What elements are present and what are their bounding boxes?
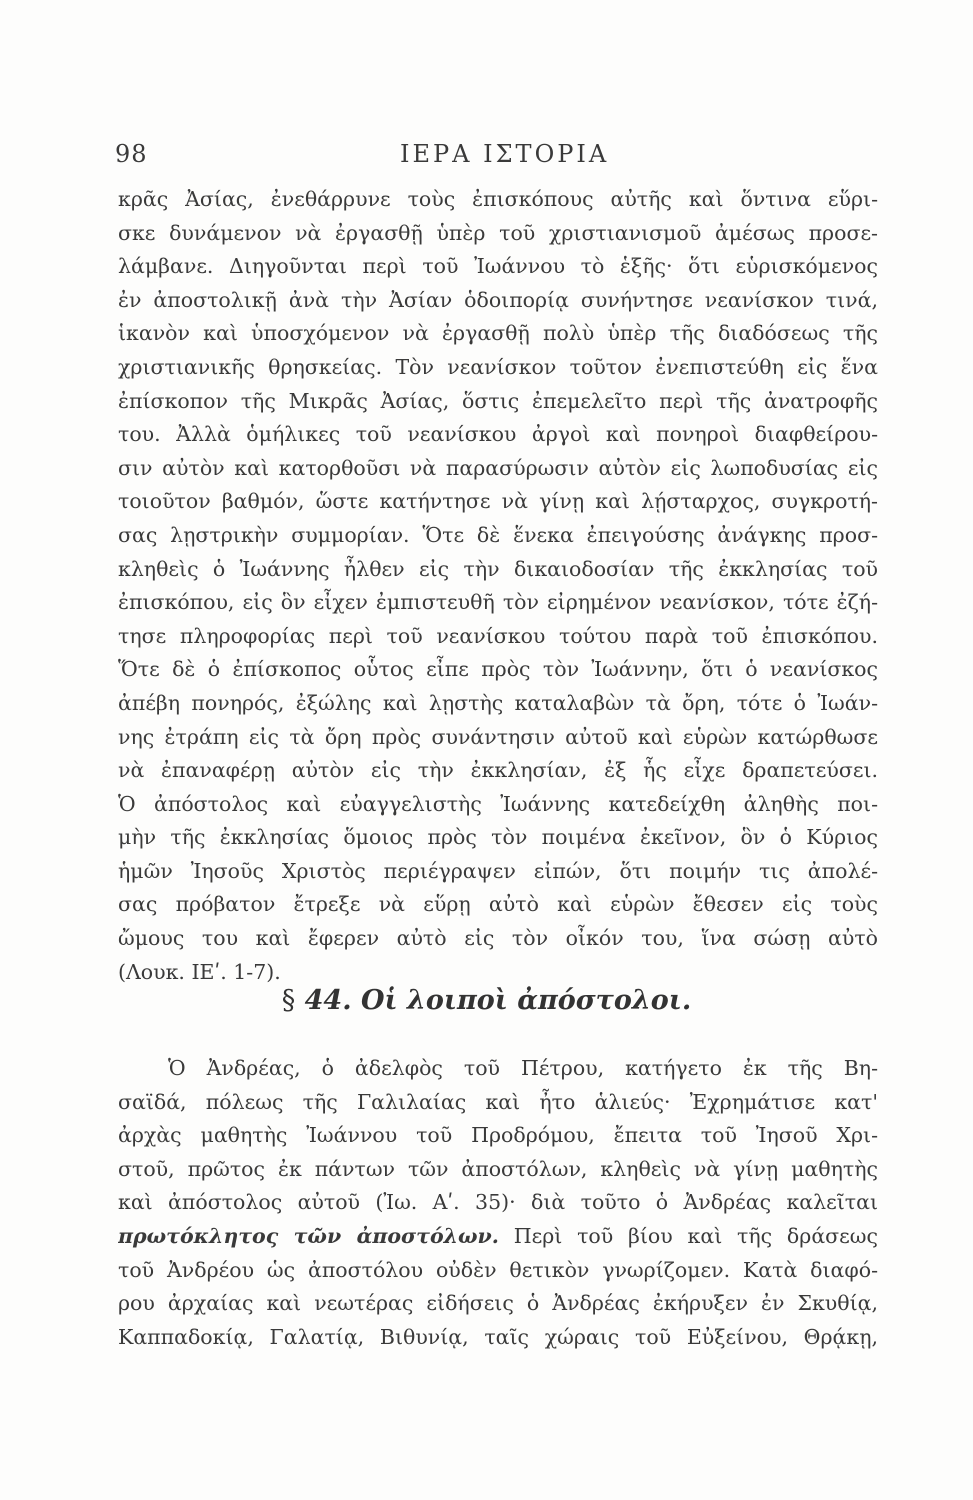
- paragraph-2: [118, 1052, 878, 1354]
- text-line: λάμβανε. Διηγοῦνται περὶ τοῦ Ἰωάννου τὸ ἑξῆς· ὅτι εὑρισκόμενος: [118, 254, 878, 279]
- text-line: νης ἐτράπη εἰς τὰ ὄρη πρὸς συνάντησιν αὐτοῦ καὶ εὑρὼν κατώρθωσε: [118, 724, 878, 749]
- text-line: σας πρόβατον ἔτρεξε νὰ εὕρῃ αὐτὸ καὶ εὑρὼν ἔθεσεν εἰς τοὺς: [118, 892, 878, 917]
- text-line: σας λῃστρικὴν συμμορίαν. Ὅτε δὲ ἕνεκα ἐπειγούσης ἀνάγκης προσ-: [118, 522, 878, 547]
- section-symbol: §: [281, 985, 296, 1016]
- emphasized-term: πρωτόκλητος τῶν ἀποστόλων.: [118, 1223, 499, 1248]
- text-line: τησε πληροφορίας περὶ τοῦ νεανίσκου τούτου παρὰ τοῦ ἐπισκόπου.: [118, 623, 878, 648]
- text-line: νὰ ἐπαναφέρῃ αὐτὸν εἰς τὴν ἐκκλησίαν, ἐξ ἧς εἶχε δραπετεύσει.: [118, 758, 878, 783]
- text-line: ἱκανὸν καὶ ὑποσχόμενον νὰ ἐργασθῇ πολὺ ὑπὲρ τῆς διαδόσεως τῆς: [118, 321, 878, 346]
- text-line: ἀπέβη πονηρός, ἐξώλης καὶ λῃστὴς καταλαβὼν τὰ ὄρη, τότε ὁ Ἰωάν-: [118, 690, 878, 715]
- text-line: [118, 1220, 878, 1254]
- text-line: ἀρχὰς μαθητὴς Ἰωάννου τοῦ Προδρόμου, ἔπειτα τοῦ Ἰησοῦ Χρι-: [118, 1123, 878, 1148]
- text-line: τοῦ Ἀνδρέου ὡς ἀποστόλου οὐδὲν θετικὸν γνωρίζομεν. Κατὰ διαφό-: [118, 1257, 878, 1282]
- text-line: σιν αὐτὸν καὶ κατορθοῦσι νὰ παρασύρωσιν αὐτὸν εἰς λωποδυσίας εἰς: [118, 455, 878, 480]
- section-heading: [0, 985, 973, 1016]
- section-title: 44. Οἱ λοιποὶ ἀπόστολοι.: [304, 985, 692, 1016]
- text-line: καὶ ἀπόστολος αὐτοῦ (Ἰω. Αʹ. 35)· διὰ τοῦτο ὁ Ἀνδρέας καλεῖται: [118, 1190, 878, 1215]
- text-line: σαϊδά, πόλεως τῆς Γαλιλαίας καὶ ἦτο ἁλιεύς· Ἐχρημάτισε κατ': [118, 1089, 878, 1114]
- text-line: τοιοῦτον βαθμόν, ὥστε κατήντησε νὰ γίνῃ καὶ λῄσταρχος, συγκροτή-: [118, 489, 878, 514]
- running-head: ΙΕΡΑ ΙΣΤΟΡΙΑ: [400, 140, 610, 168]
- text-line: κρᾶς Ἀσίας, ἐνεθάρρυνε τοὺς ἐπισκόπους αὐτῆς καὶ ὅντινα εὕρι-: [118, 187, 878, 211]
- text-line: Ὁ ἀπόστολος καὶ εὐαγγελιστὴς Ἰωάννης κατεδείχθη ἀληθὴς ποι-: [118, 791, 878, 816]
- text-line: ἐπισκόπου, εἰς ὃν εἶχεν ἐμπιστευθῆ τὸν εἰρημένον νεανίσκον, τότε ἐζή-: [118, 590, 878, 615]
- text-line: (Λουκ. ΙΕʹ. 1-7).: [118, 959, 281, 984]
- text-line: ὤμους του καὶ ἔφερεν αὐτὸ εἰς τὸν οἶκόν του, ἵνα σώσῃ αὐτὸ: [118, 926, 878, 951]
- text-line: ἐπίσκοπον τῆς Μικρᾶς Ἀσίας, ὅστις ἐπεμελεῖτο περὶ τῆς ἀνατροφῆς: [118, 388, 878, 413]
- text-line: ρου ἀρχαίας καὶ νεωτέρας εἰδήσεις ὁ Ἀνδρέας ἐκήρυξεν ἐν Σκυθίᾳ,: [118, 1291, 878, 1316]
- text-line: Ὁ Ἀνδρέας, ὁ ἀδελφὸς τοῦ Πέτρου, κατήγετο ἐκ τῆς Βη-: [168, 1056, 878, 1080]
- text-line: μὴν τῆς ἐκκλησίας ὅμοιος πρὸς τὸν ποιμένα ἐκεῖνον, ὃν ὁ Κύριος: [118, 825, 878, 850]
- text-line: στοῦ, πρῶτος ἐκ πάντων τῶν ἀποστόλων, κληθεὶς νὰ γίνῃ μαθητὴς: [118, 1156, 878, 1181]
- text-line: ἡμῶν Ἰησοῦς Χριστὸς περιέγραψεν εἰπών, ὅτι ποιμήν τις ἀπολέ-: [118, 858, 878, 883]
- text-line: κληθεὶς ὁ Ἰωάννης ἦλθεν εἰς τὴν δικαιοδοσίαν τῆς ἐκκλησίας τοῦ: [118, 556, 878, 581]
- text-span: Περὶ τοῦ βίου καὶ τῆς δράσεως: [513, 1223, 878, 1248]
- text-line: Ὅτε δὲ ὁ ἐπίσκοπος οὗτος εἶπε πρὸς τὸν Ἰωάννην, ὅτι ὁ νεανίσκος: [118, 657, 878, 682]
- text-line: Καππαδοκίᾳ, Γαλατίᾳ, Βιθυνίᾳ, ταῖς χώραις τοῦ Εὐξείνου, Θρᾴκῃ,: [118, 1324, 878, 1349]
- text-line: του. Ἀλλὰ ὁμήλικες τοῦ νεανίσκου ἀργοὶ καὶ πονηροὶ διαφθείρου-: [118, 422, 878, 447]
- text-line: ἐν ἀποστολικῇ ἀνὰ τὴν Ἀσίαν ὁδοιπορίᾳ συνήντησε νεανίσκον τινά,: [118, 287, 878, 312]
- paragraph-1: [118, 183, 878, 989]
- text-line: σκε δυνάμενον νὰ ἐργασθῇ ὑπὲρ τοῦ χριστιανισμοῦ ἀμέσως προσε-: [118, 220, 878, 245]
- page-number: 98: [115, 140, 148, 168]
- text-line: χριστιανικῆς θρησκείας. Τὸν νεανίσκον τοῦτον ἐνεπιστεύθη εἰς ἕνα: [118, 354, 878, 379]
